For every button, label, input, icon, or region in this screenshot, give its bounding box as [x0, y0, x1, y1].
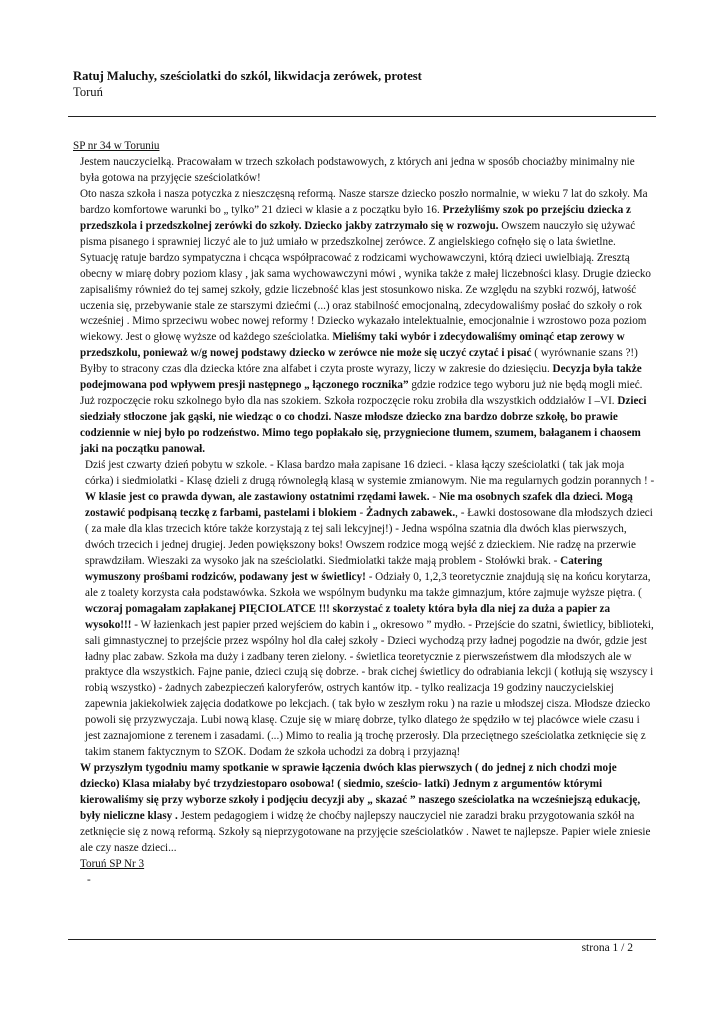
document-header [73, 68, 663, 100]
p3-bold-b: W klasie jest co prawda dywan, ale zastawiony ostatnimi rzędami ławek. [85, 490, 430, 503]
page-number: strona 1 / 2 [581, 942, 633, 954]
p3-text-g: , - Ławki dostosowane dla młodszych dzieci ( za małe dla klas trzecich które także korzystają z tej sali lekcyjnej!) - Jedna wspólna szatnia dla dwóch klas pierwszych, dwóch trzecich i jednej drugiej. Jeden powiększony boks! Owszem rodzice mogą wejść z dzieckiem. Nie radzę na przerwie sprawdziłam. Wieszaki za wysoko jak na sześciolatki. Siedmiolatki także mają problem - Stołówki brak. - [85, 506, 653, 567]
p4-text-b: Jestem pedagogiem i widzę że choćby najlepszy nauczyciel nie zaradzi braku przygotowania szkół na zetknięcie się z nową reformą. Szkoły są nieprzygotowane na przyjęcie sześciolatków . Nawet te najlepsze. Papier wiele zniesie ale czy nasze dzieci... [80, 810, 651, 854]
p2-bold-d: Mieliśmy taki wybór i zdecydowaliśmy ominąć etap zerowy w przedszkolu, ponieważ w/g nowej podstawy dziecko w zerówce nie może się uczyć czytać i pisać [80, 331, 625, 360]
p3-text-i: - Odziały 0, 1,2,3 teoretycznie znajdują się na końcu korytarza, ale z toalety korzysta cała podstawówka. Szkoła we wspólnym budynku ma także gimnazjum, które zajmuje wyższe piętra. ( [85, 570, 651, 599]
p2-text-c: Owszem nauczyło się używać pisma pisanego i sprawniej liczyć ale to już umiało w przedszkolnej zerówce. Z angielskiego cofnęło się o lata świetlne. Sytuację ratuje bardzo sympatyczna i chcąca współpracować z rodzicami wychowawczyni, którą dzieci uwielbiają. Zresztą obecny w miarę dobry poziom klasy , jak sama wychowawczyni mówi , wynika także z małej liczebności klasy. Drugie dziecko zapisaliśmy również do tej samej szkoły, gdzie liczebność klas jest stosunkowo niska. Ze względu na szybki rozwój, łatwość uczenia się, przebywanie stale ze starszymi dziećmi (...) oraz stabilność emocjonalną, zdecydowaliśmy posłać do szkoły o rok wcześniej . Mimo sprzeciwu wobec nowej reformy ! Dziecko wykazało intelektualnie, emocjonalnie i wzrostowo poza poziom wiekowy. Jest o głowę wyższe od każdego sześciolatka. [80, 219, 651, 344]
document-title: Ratuj Maluchy, sześciolatki do szkól, likwidacja zerówek, protest [73, 69, 422, 83]
p3-bold-j: wczoraj pomagałam zapłakanej PIĘCIOLATCE !!! skorzystać z toalety która była dla niej za duża a papier za wysoko!!! [85, 602, 611, 631]
p2-text-a: Oto nasza szkoła i nasza potyczka z nieszczęsną reformą. Nasze starsze dziecko poszło normalnie, w wieku 7 lat do szkoły. Ma bardzo komfortowe warunki bo „ tylko” 21 dzieci w klasie a z początku było 16. [80, 187, 648, 216]
article-body [73, 139, 655, 889]
footer-divider [68, 939, 656, 940]
p4-bold-a: W przyszłym tygodniu mamy spotkanie w sprawie łączenia dwóch klas pierwszych ( do jednej z nich chodzi moje dziecko) Klasa miałaby być trzydziestoparo osobowa! ( siedmio, sześcio- latki) Jednym z argumentów którymi kierowaliśmy się przy wyborze szkoły i podjęciu decyzji aby „ skazać ” naszego sześciolatka na wcześniejszą edukację, były nieliczne klasy . [80, 762, 641, 823]
p2-text-e: ( wyrównanie szans ?!) Byłby to stracony czas dla dziecka które zna alfabet i czyta proste wyrazy, liczy w zakresie do dziesięciu. [80, 347, 638, 376]
p3-text-k: - W łazienkach jest papier przed wejściem do kabin i „ okresowo ” mydło. - Przejście do szatni, świetlicy, biblioteki, sali gimnastycznej to przejście przez wspólny hol dla całej szkoły - Dzieci wychodzą przy ładnej pogodzie na dwór, gdzie jest ładny plac zabaw. Szkoła ma duży i zadbany teren zielony. - świetlica teoretycznie z pierwszeństwem dla młodszych ale w praktyce dla wszystkich. Fajne panie, dzieci czują się dobrze. - brak cichej świetlicy do odrabiania lekcji ( kotłują się wszyscy i robią wszystko) - żadnych zabezpieczeń kaloryferów, ostrych kantów itp. - tylko realizacja 19 godziny nauczycielskiej zapewnia jakiekolwiek zajęcia dodatkowe po lekcjach. ( tak było w zeszłym roku ) na razie u młodszej cisza. Młodsze dziecko powoli się przyzwyczaja. Lubi nową klasę. Czuje się w miarę dobrze, tylko dlatego że spędziło w tej placówce wiele czasu i jest zaznajomione z terenem i zasadami. (...) Mimo to realia ją trochę przerosły. Dla przeciętnego sześciolatka zetknięcie się z takim stanem faktycznym to SZOK. Dodam że szkoła uchodzi za dobrą i przyjazną! [85, 618, 654, 759]
paragraph-1 [73, 155, 655, 187]
article-signature [73, 857, 655, 873]
p2-bold-f: Decyzja była także podejmowana pod wpływem presji następnego „ łączonego rocznika” [80, 363, 642, 392]
p2-bold-h: Dzieci siedziały stłoczone jak gąski, nie wiedząc o co chodzi. Nasze młodsze dziecko zna bardzo dobrze szkołę, bo prawie codziennie w niej było po rodzeństwo. Mimo tego popłakało się, przygniecione tłumem, szumem, bałaganem i chaosem jaki na początku panował. [80, 395, 647, 456]
p3-text-e: - [356, 506, 366, 519]
p3-text-a: Dziś jest czwarty dzień pobytu w szkole. - Klasa bardzo mała zapisane 16 dzieci. - klasa łączy sześciolatki ( tak jak moja córka) i siedmiolatki - Klasę dzieli z drugą równoległą klasą w systemie zmianowym. Nie ma regularnych godzin porannych ! - [85, 459, 655, 488]
p3-bold-d: Nie ma osobnych szafek dla dzieci. Mogą zostawić podpisaną teczkę z farbami, pastelami i blokiem [85, 490, 633, 519]
header-divider [68, 116, 656, 117]
paragraph-1-text: Jestem nauczycielką. Pracowałam w trzech szkołach podstawowych, z których ani jedna w sposób chociażby minimalny nie była gotowa na przyjęcie sześciolatków! [80, 155, 635, 184]
p3-bold-f: Żadnych zabawek. [365, 506, 456, 519]
paragraph-4 [73, 761, 655, 857]
article-source: SP nr 34 w Toruniu [73, 140, 160, 152]
paragraph-2 [73, 187, 655, 458]
signature-dash: - [87, 873, 91, 886]
p2-text-g: gdzie rodzice tego wyboru już nie będą mogli mieć. Już rozpoczęcie roku szkolnego było dla nas szokiem. Szkoła rozpoczęcie roku zrobiła dla wszystkich oddziałów I –VI. [80, 379, 643, 408]
p3-bold-h: Catering wymuszony prośbami rodziców, podawany jest w świetlicy! [85, 554, 603, 583]
document-city: Toruń [73, 85, 103, 99]
paragraph-3 [73, 458, 655, 761]
p3-text-c: - [429, 490, 439, 503]
signature-text: Toruń SP Nr 3 [80, 857, 145, 870]
p2-bold-b: Przeżyliśmy szok po przejściu dziecka z przedszkola i przedszkolnej zerówki do szkoły. Dziecko jakby zatrzymało się w rozwoju. [80, 203, 631, 232]
